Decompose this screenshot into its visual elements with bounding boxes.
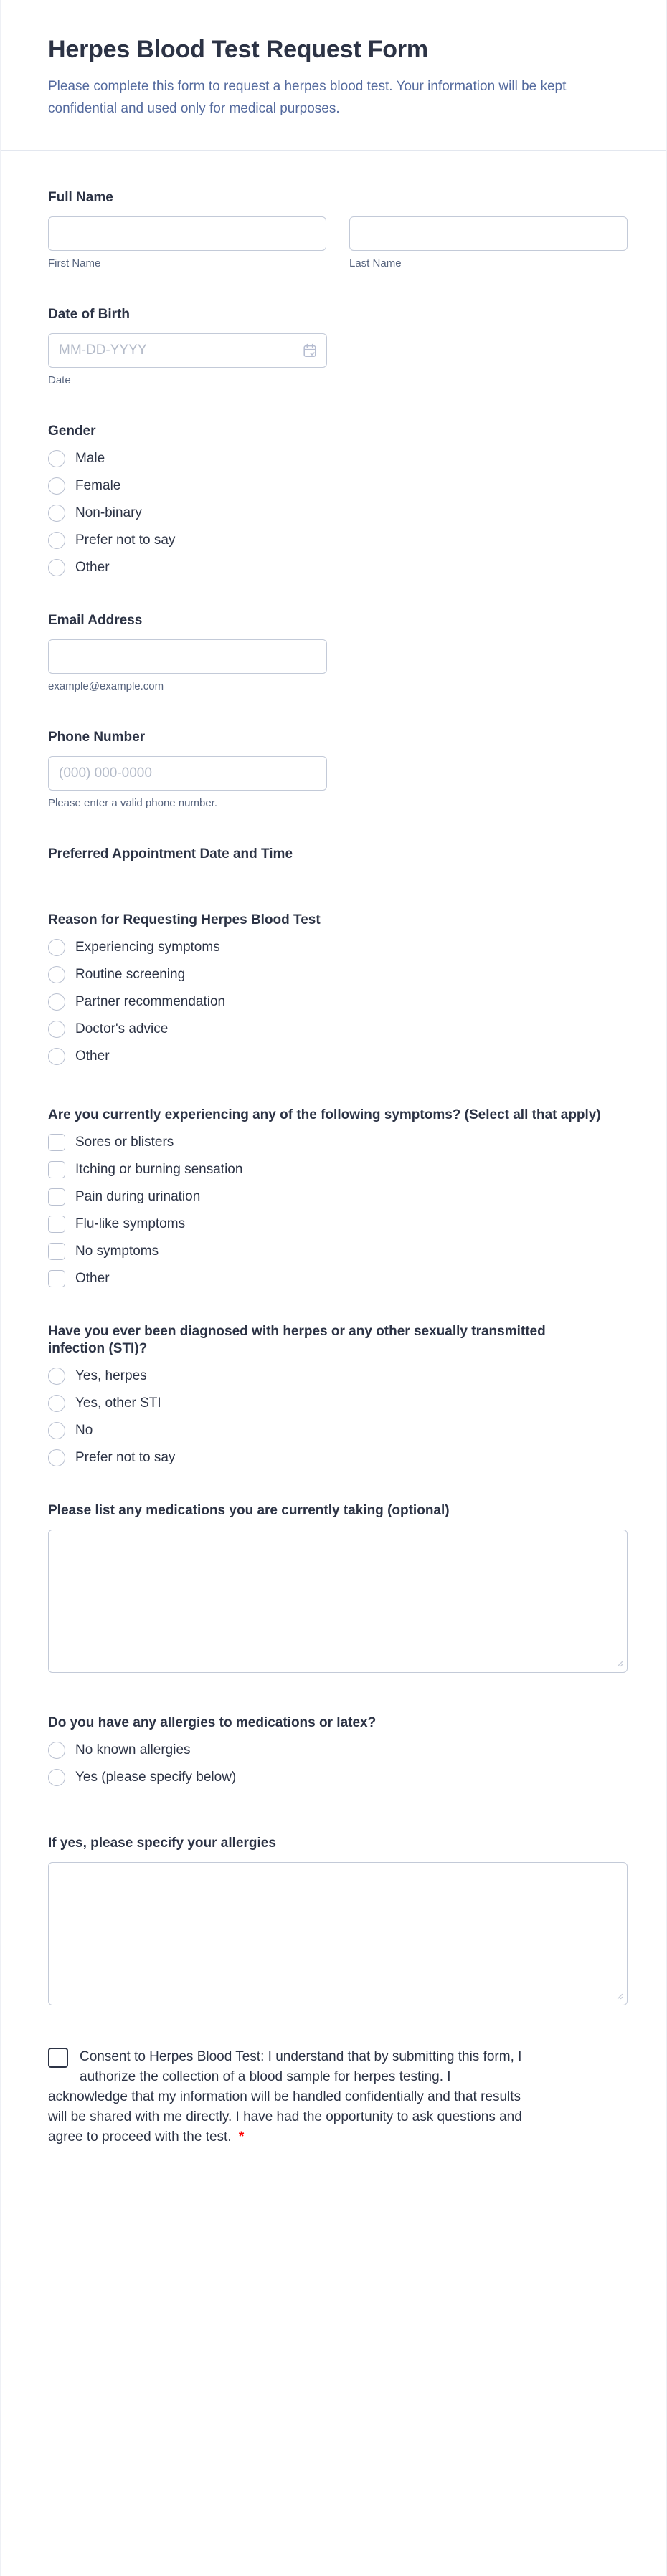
allergy-details-label: If yes, please specify your allergies — [48, 1836, 276, 1851]
required-asterisk: * — [238, 2129, 245, 2145]
consent-row — [48, 2047, 530, 2147]
symptoms-field — [48, 1107, 628, 1287]
radio-button[interactable] — [48, 993, 65, 1011]
sti-option-yes-other-sti[interactable] — [48, 1395, 628, 1412]
allergy-details-field — [48, 1835, 628, 2005]
first-name-input[interactable] — [48, 216, 326, 251]
allergies-field — [48, 1714, 628, 1786]
date-of-birth-label: Date of Birth — [48, 307, 130, 322]
consent-checkbox[interactable] — [48, 2048, 68, 2068]
last-name-input[interactable] — [349, 216, 628, 251]
option-label[interactable]: No known allergies — [75, 1742, 191, 1757]
phone-input[interactable] — [48, 756, 327, 791]
radio-button[interactable] — [48, 1048, 65, 1065]
option-label[interactable]: Sores or blisters — [75, 1135, 174, 1150]
option-label[interactable]: Non-binary — [75, 505, 142, 520]
option-label[interactable]: No — [75, 1423, 93, 1438]
consent-text: Consent to Herpes Blood Test: I understand that by submitting this form, I authorize the collection of a blood sample for herpes testing. I acknowledge that my information will be handled confidentially and that results will be shared with me directly. I have had the opportunity to ask questions and agree to proceed with the test. — [48, 2049, 522, 2145]
appointment-field — [48, 846, 628, 863]
reason-option-experiencing-symptoms[interactable] — [48, 939, 628, 956]
gender-options — [48, 450, 628, 576]
radio-button[interactable] — [48, 1742, 65, 1759]
symptoms-options — [48, 1134, 628, 1287]
radio-button[interactable] — [48, 1395, 65, 1412]
allergies-label: Do you have any allergies to medications or latex? — [48, 1715, 377, 1730]
reason-label: Reason for Requesting Herpes Blood Test — [48, 912, 321, 927]
radio-button[interactable] — [48, 505, 65, 522]
reason-option-doctors-advice[interactable] — [48, 1021, 628, 1038]
option-label[interactable]: Doctor's advice — [75, 1021, 169, 1036]
option-label[interactable]: Experiencing symptoms — [75, 940, 220, 955]
sti-option-no[interactable] — [48, 1422, 628, 1439]
checkbox[interactable] — [48, 1188, 65, 1206]
radio-button[interactable] — [48, 1368, 65, 1385]
full-name-field — [48, 189, 628, 270]
option-label[interactable]: Flu-like symptoms — [75, 1216, 186, 1231]
option-label[interactable]: Yes (please specify below) — [75, 1770, 237, 1785]
last-name-sublabel: Last Name — [349, 257, 402, 269]
option-label[interactable]: Prefer not to say — [75, 1450, 176, 1465]
symptom-option-flu-like-symptoms[interactable] — [48, 1216, 628, 1233]
radio-button[interactable] — [48, 966, 65, 983]
checkbox[interactable] — [48, 1243, 65, 1260]
first-name-sublabel: First Name — [48, 257, 101, 269]
date-of-birth-field — [48, 306, 628, 387]
symptom-option-other[interactable] — [48, 1270, 628, 1287]
consent-field — [48, 2047, 628, 2147]
option-label[interactable]: No symptoms — [75, 1244, 159, 1259]
gender-option-non-binary[interactable] — [48, 505, 628, 522]
reason-option-partner-recommendation[interactable] — [48, 993, 628, 1011]
medications-field — [48, 1502, 628, 1673]
option-label[interactable]: Prefer not to say — [75, 533, 176, 548]
form-subtitle: Please complete this form to request a herpes blood test. Your information will be kept confidential and used only for medical purposes. — [48, 79, 567, 116]
sti-option-prefer-not-to-say[interactable] — [48, 1449, 628, 1466]
medications-textarea[interactable] — [48, 1530, 628, 1673]
checkbox[interactable] — [48, 1134, 65, 1151]
radio-button[interactable] — [48, 1449, 65, 1466]
sti-history-field — [48, 1323, 628, 1466]
checkbox[interactable] — [48, 1270, 65, 1287]
phone-field — [48, 729, 628, 810]
option-label[interactable]: Routine screening — [75, 967, 186, 982]
option-label[interactable]: Itching or burning sensation — [75, 1162, 243, 1177]
reason-field — [48, 912, 628, 1065]
allergy-details-textarea[interactable] — [48, 1862, 628, 2005]
gender-option-prefer-not-to-say[interactable] — [48, 532, 628, 549]
option-label[interactable]: Other — [75, 560, 110, 575]
radio-button[interactable] — [48, 477, 65, 495]
checkbox[interactable] — [48, 1161, 65, 1178]
sti-option-yes-herpes[interactable] — [48, 1368, 628, 1385]
gender-label: Gender — [48, 424, 96, 439]
form-title: Herpes Blood Test Request Form — [48, 36, 428, 63]
date-sublabel: Date — [48, 374, 71, 386]
radio-button[interactable] — [48, 1021, 65, 1038]
option-label[interactable]: Female — [75, 478, 121, 493]
allergies-option-no-known[interactable] — [48, 1742, 628, 1759]
reason-option-routine-screening[interactable] — [48, 966, 628, 983]
radio-button[interactable] — [48, 1422, 65, 1439]
gender-option-male[interactable] — [48, 450, 628, 467]
radio-button[interactable] — [48, 1769, 65, 1786]
email-label: Email Address — [48, 613, 143, 628]
symptom-option-itching-or-burning[interactable] — [48, 1161, 628, 1178]
allergies-option-yes-specify[interactable] — [48, 1769, 628, 1786]
reason-options — [48, 939, 628, 1065]
symptom-option-no-symptoms[interactable] — [48, 1243, 628, 1260]
option-label[interactable]: Other — [75, 1271, 110, 1286]
date-of-birth-input[interactable] — [48, 333, 327, 368]
sti-history-label: Have you ever been diagnosed with herpes or any other sexually transmitted infection (STI)? — [48, 1324, 546, 1356]
resize-handle-icon[interactable] — [615, 1991, 623, 2000]
checkbox[interactable] — [48, 1216, 65, 1233]
radio-button[interactable] — [48, 939, 65, 956]
radio-button[interactable] — [48, 532, 65, 549]
option-label[interactable]: Male — [75, 451, 105, 466]
reason-option-other[interactable] — [48, 1048, 628, 1065]
gender-option-female[interactable] — [48, 477, 628, 495]
allergies-options — [48, 1742, 628, 1786]
option-label[interactable]: Yes, herpes — [75, 1368, 147, 1383]
option-label[interactable]: Partner recommendation — [75, 994, 226, 1009]
option-label[interactable]: Pain during urination — [75, 1189, 201, 1204]
radio-button[interactable] — [48, 450, 65, 467]
appointment-label: Preferred Appointment Date and Time — [48, 846, 293, 862]
medications-label: Please list any medications you are currently taking (optional) — [48, 1503, 450, 1518]
radio-button[interactable] — [48, 559, 65, 576]
symptoms-label: Are you currently experiencing any of the following symptoms? (Select all that apply) — [48, 1107, 601, 1122]
option-label[interactable]: Yes, other STI — [75, 1396, 161, 1411]
resize-handle-icon[interactable] — [615, 1659, 623, 1667]
gender-field — [48, 423, 628, 576]
full-name-label: Full Name — [48, 190, 113, 205]
email-input[interactable] — [48, 639, 327, 674]
gender-option-other[interactable] — [48, 559, 628, 576]
email-sublabel: example@example.com — [48, 680, 164, 692]
option-label[interactable]: Other — [75, 1049, 110, 1064]
phone-sublabel: Please enter a valid phone number. — [48, 797, 217, 809]
email-field — [48, 612, 628, 693]
phone-label: Phone Number — [48, 730, 146, 745]
calendar-icon[interactable] — [302, 343, 318, 358]
header-divider — [1, 150, 666, 151]
symptom-option-pain-during-urination[interactable] — [48, 1188, 628, 1206]
symptom-option-sores-or-blisters[interactable] — [48, 1134, 628, 1151]
sti-history-options — [48, 1368, 628, 1466]
